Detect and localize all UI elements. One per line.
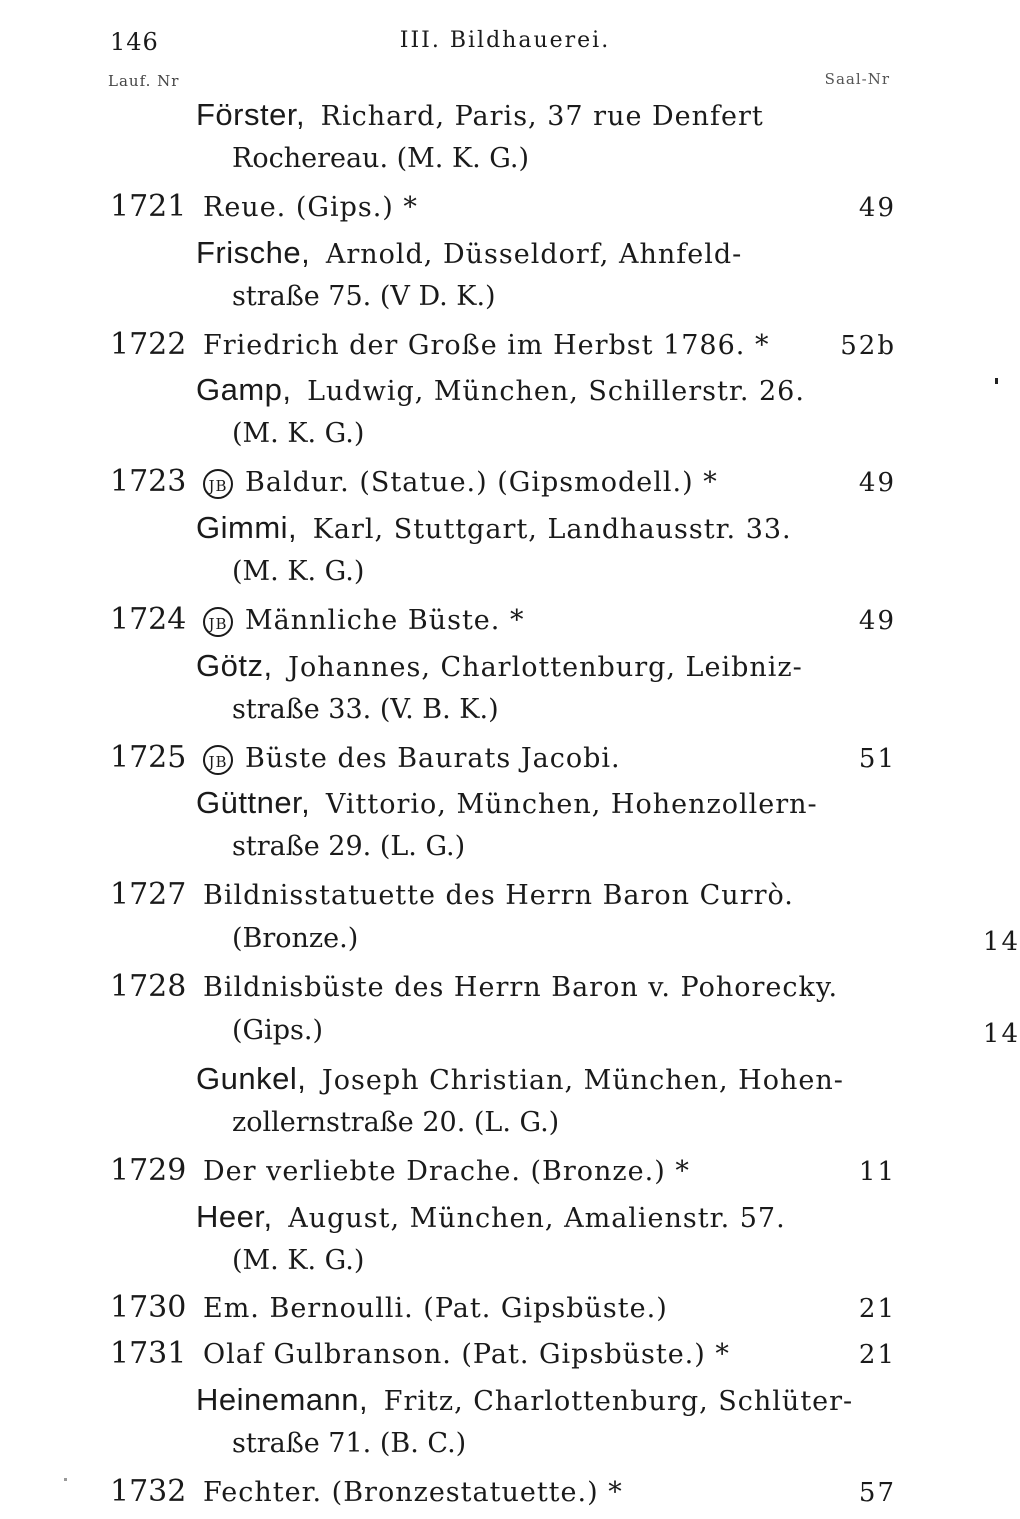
artist-details-continued: (M. K. G.) [232, 556, 365, 587]
room-number: 14 [982, 1019, 1020, 1049]
artist-name: Güttner, [196, 785, 311, 820]
entry-number: 1725 [110, 740, 187, 775]
entry-title-text: Baldur. (Statue.) (Gipsmodell.) * [245, 467, 718, 498]
artist-details: Arnold, Düsseldorf, Ahnfeld- [316, 239, 743, 270]
room-number: 51 [858, 744, 896, 774]
artist-heading [196, 785, 896, 829]
artist-heading [196, 1061, 896, 1105]
artist-heading [196, 97, 896, 141]
room-number: 11 [858, 1157, 896, 1187]
artist-name: Gimmi, [196, 510, 298, 545]
room-number: 49 [858, 606, 896, 636]
room-number: 49 [858, 468, 896, 498]
jury-mark-icon: JB [203, 469, 233, 499]
entry-title [203, 330, 769, 361]
artist-heading [196, 1199, 896, 1243]
entry-number: 1730 [110, 1290, 187, 1325]
artist-details-continued: zollernstraße 20. (L. G.) [232, 1107, 560, 1138]
column-label-room-number: Saal-Nr [824, 70, 890, 88]
entry-title-text: Em. Bernoulli. (Pat. Gipsbüste.) [203, 1293, 668, 1324]
entry-title [203, 605, 524, 637]
artist-details-continued: (M. K. G.) [232, 1245, 365, 1276]
artist-details: August, München, Amalienstr. 57. [278, 1203, 786, 1234]
entry-title [203, 1156, 690, 1187]
entry-number: 1728 [110, 969, 187, 1004]
room-number: 52b [840, 331, 896, 361]
scan-speck [64, 1478, 67, 1481]
room-number: 21 [858, 1294, 896, 1324]
artist-name: Götz, [196, 648, 273, 683]
catalog-entry [0, 602, 1000, 646]
entry-title [203, 880, 794, 911]
entry-number: 1729 [110, 1153, 187, 1188]
artist-details: Joseph Christian, München, Hohen- [312, 1065, 844, 1096]
artist-heading [196, 510, 896, 554]
catalog-entry [0, 1336, 1000, 1380]
jury-mark-icon: JB [203, 745, 233, 775]
entry-title-continued [232, 923, 1020, 967]
entry-number: 1723 [110, 464, 187, 499]
artist-name: Gamp, [196, 372, 292, 407]
entry-number: 1732 [110, 1474, 187, 1509]
entry-title-text: Der verliebte Drache. (Bronze.) * [203, 1156, 690, 1187]
catalog-entry [0, 1474, 1000, 1518]
entry-title [203, 1293, 668, 1324]
artist-details: Ludwig, München, Schillerstr. 26. [297, 376, 805, 407]
artist-details-continued: straße 75. (V D. K.) [232, 281, 496, 312]
entry-material: (Gips.) [232, 1015, 323, 1046]
entry-number: 1727 [110, 877, 187, 912]
artist-heading [196, 648, 896, 692]
catalog-entry [0, 877, 1000, 921]
artist-heading [196, 1382, 896, 1426]
entry-title [203, 1339, 730, 1370]
entry-title [203, 972, 838, 1003]
artist-name: Gunkel, [196, 1061, 307, 1096]
jury-mark-icon: JB [203, 607, 233, 637]
entry-title [203, 192, 418, 223]
artist-details-continued: straße 33. (V. B. K.) [232, 694, 499, 725]
artist-details: Fritz, Charlottenburg, Schlüter- [374, 1386, 854, 1417]
artist-details-continued: Rochereau. (M. K. G.) [232, 143, 530, 174]
entry-title [203, 743, 621, 775]
artist-details-continued: (M. K. G.) [232, 418, 365, 449]
artist-details: Karl, Stuttgart, Landhausstr. 33. [303, 514, 792, 545]
artist-name: Förster, [196, 97, 306, 132]
artist-name: Frische, [196, 235, 311, 270]
entry-title-text: Fechter. (Bronzestatuette.) * [203, 1477, 623, 1508]
entry-number: 1724 [110, 602, 187, 637]
catalog-entry [0, 740, 1000, 784]
scan-mark [995, 378, 998, 384]
room-number: 49 [858, 193, 896, 223]
entry-title-text: Friedrich der Große im Herbst 1786. * [203, 330, 770, 361]
entry-material: (Bronze.) [232, 923, 359, 954]
entry-title-continued [232, 1015, 1020, 1059]
catalog-entry [0, 969, 1000, 1013]
artist-heading [196, 235, 896, 279]
catalog-entry [0, 1290, 1000, 1334]
catalog-entry [0, 327, 1000, 371]
artist-details-continued: straße 29. (L. G.) [232, 831, 466, 862]
room-number: 21 [858, 1340, 896, 1370]
catalog-entry [0, 464, 1000, 508]
artist-details: Vittorio, München, Hohenzollern- [316, 789, 818, 820]
entry-title-text: Büste des Baurats Jacobi. [245, 743, 621, 774]
entry-title [203, 467, 718, 499]
entry-number: 1721 [110, 189, 187, 224]
entry-title-text: Olaf Gulbranson. (Pat. Gipsbüste.) * [203, 1339, 730, 1370]
entry-title-text: Bildnisbüste des Herrn Baron v. Pohorecky. [203, 972, 839, 1003]
catalog-entry [0, 1153, 1000, 1197]
entry-title [203, 1477, 623, 1508]
entry-title-text: Männliche Büste. * [245, 605, 525, 636]
artist-name: Heer, [196, 1199, 273, 1234]
column-label-entry-number: Lauf. Nr [108, 72, 180, 90]
artist-details: Johannes, Charlottenburg, Leibniz- [278, 652, 803, 683]
entry-title-text: Bildnisstatuette des Herrn Baron Currò. [203, 880, 794, 911]
room-number: 57 [858, 1478, 896, 1508]
entry-number: 1731 [110, 1336, 187, 1371]
running-title: III. Bildhauerei. [399, 28, 611, 53]
artist-details-continued: straße 71. (B. C.) [232, 1428, 467, 1459]
artist-name: Heinemann, [196, 1382, 369, 1417]
entry-title-text: Reue. (Gips.) * [203, 192, 418, 223]
artist-details: Richard, Paris, 37 rue Denfert [311, 101, 764, 132]
room-number: 14 [982, 927, 1020, 957]
artist-heading [196, 372, 896, 416]
entry-number: 1722 [110, 327, 187, 362]
page-number: 146 [110, 28, 159, 56]
catalog-entry [0, 189, 1000, 233]
